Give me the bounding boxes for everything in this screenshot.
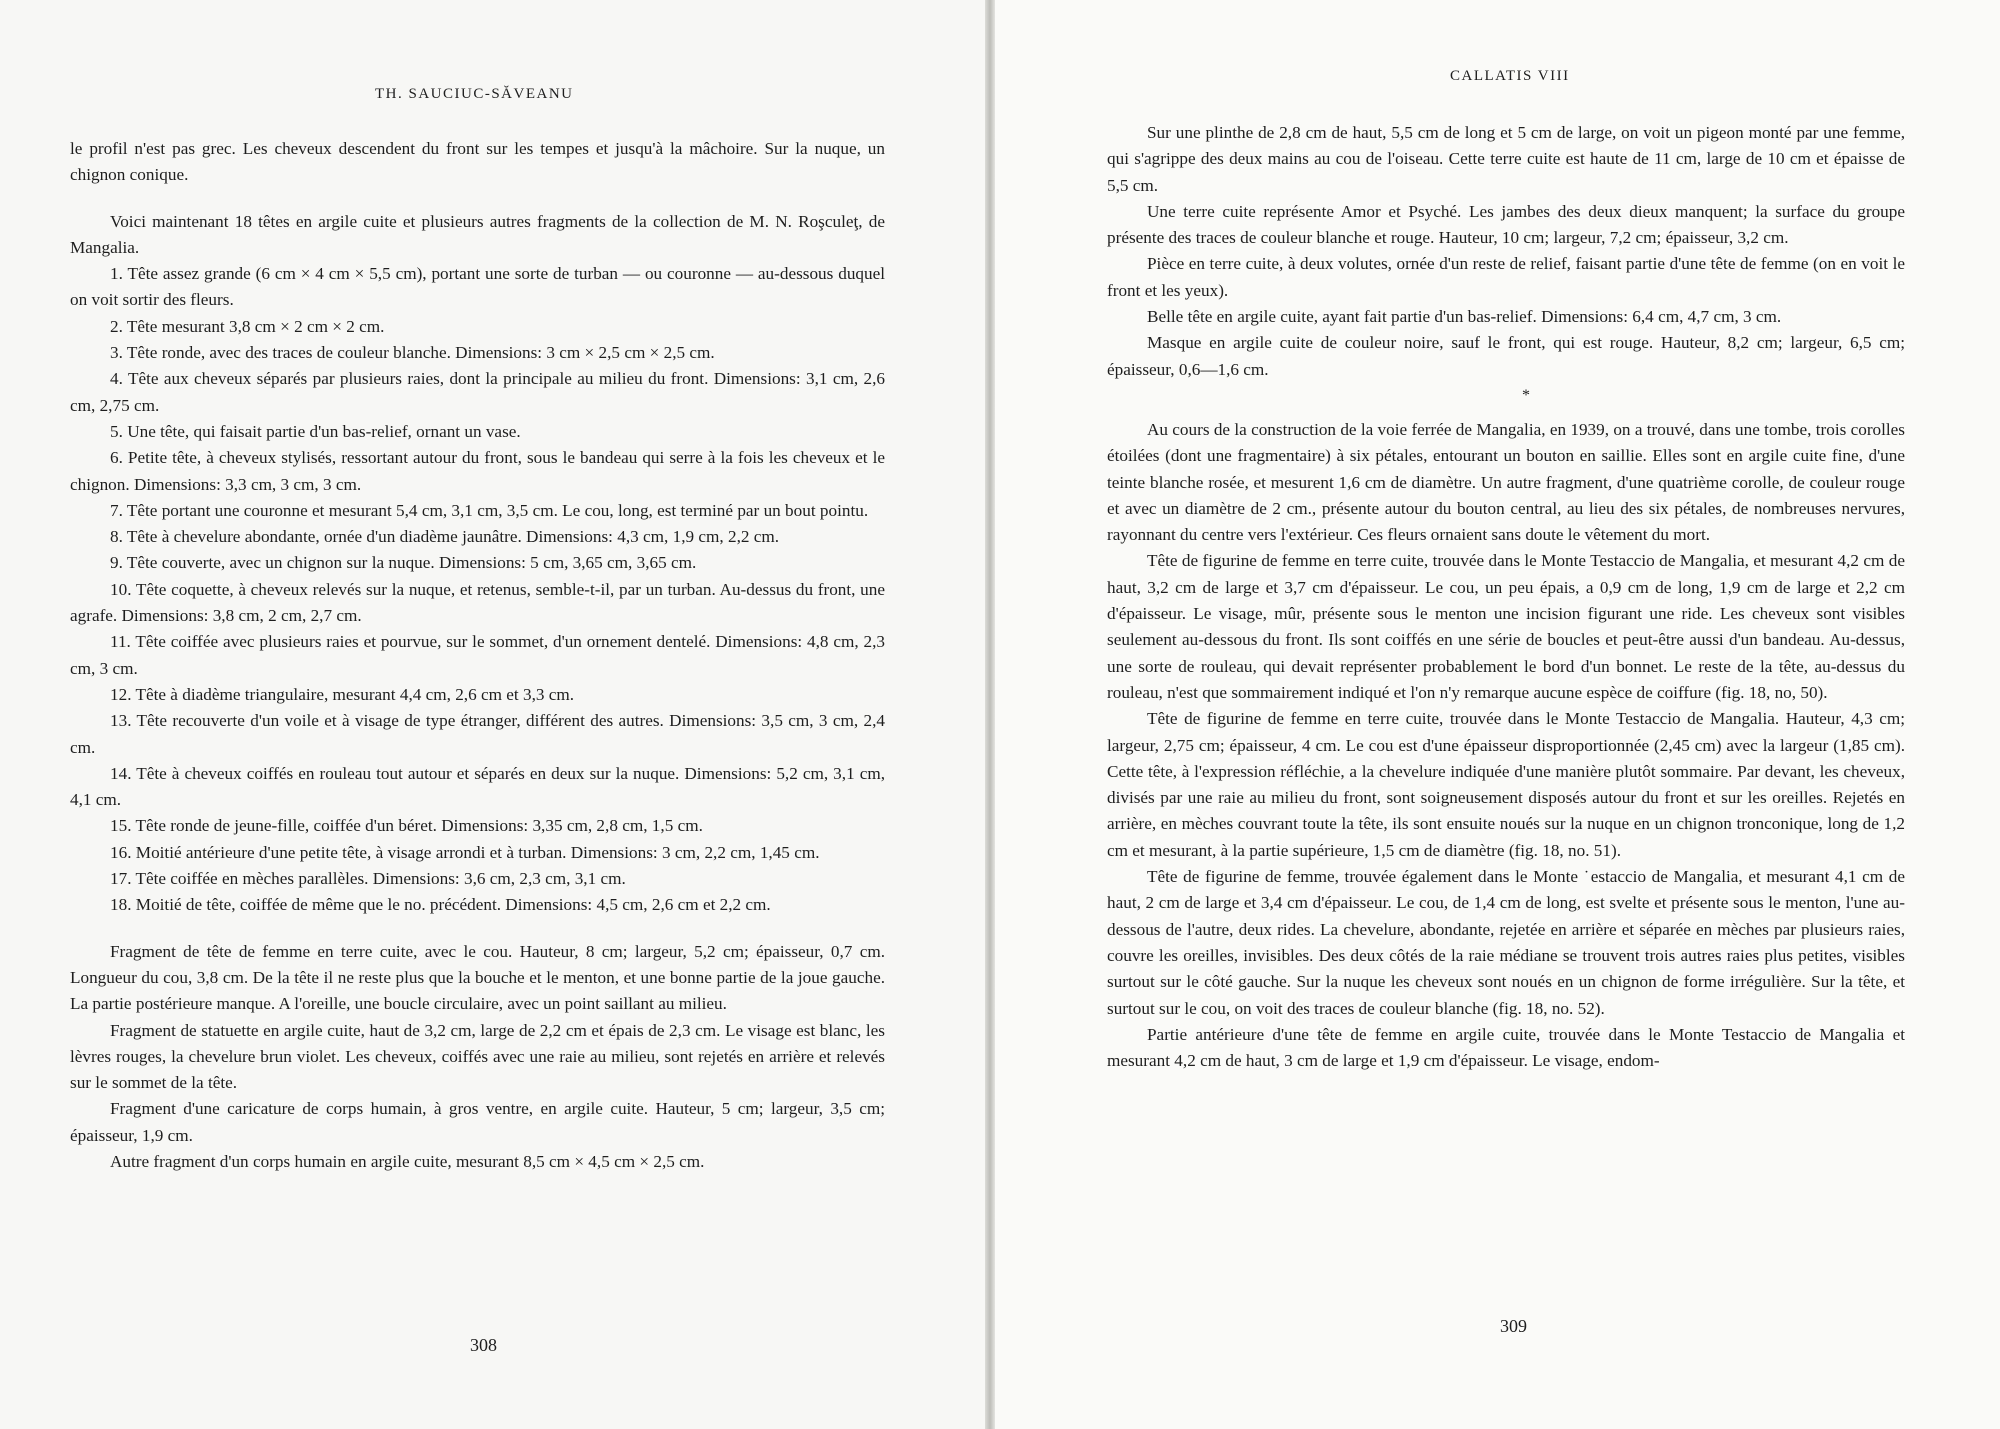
list-item: 8. Tête à chevelure abondante, ornée d'un diadème jaunâtre. Dimensions: 4,3 cm, 1,9 cm, 2,2 cm. (110, 527, 780, 547)
list-item: 3. Tête ronde, avec des traces de couleur blanche. Dimensions: 3 cm × 2,5 cm × 2,5 cm. (110, 343, 715, 363)
paragraph: Fragment de statuette en argile cuite, haut de 3,2 cm, large de 2,2 cm et épais de 2,3 cm. Le visage est blanc, les lèvres rouges, la chevelure brun violet. Les cheveux, coiffés avec une raie au milieu, sont rejetés en arrière et relevés sur le sommet de la tête. (70, 1020, 885, 1093)
list-item: 12. Tête à diadème triangulaire, mesurant 4,4 cm, 2,6 cm et 3,3 cm. (110, 684, 575, 704)
section-separator: * (1522, 386, 1530, 404)
list-item: 16. Moitié antérieure d'une petite tête, à visage arrondi et à turban. Dimensions: 3 cm, 2,2 cm, 1,45 cm. (110, 842, 820, 862)
paragraph: Belle tête en argile cuite, ayant fait partie d'un bas-relief. Dimensions: 6,4 cm, 4,7 cm, 3 cm. (1147, 307, 1782, 327)
running-head-left: TH. SAUCIUC-SĂVEANU (375, 86, 574, 102)
list-item: 18. Moitié de tête, coiffée de même que le no. précédent. Dimensions: 4,5 cm, 2,6 cm et 2,2 cm. (110, 895, 771, 915)
page-number-right: 309 (1500, 1316, 1527, 1336)
paragraph: Tête de figurine de femme en terre cuite, trouvée dans le Monte Testaccio de Mangalia. Hauteur, 4,3 cm; largeur, 2,75 cm; épaisseur, 4 cm. Le cou est d'une épaisseur disproportionnée (2,45 cm) avec la largeur (1,85 cm). Cette tête, à l'expression réfléchie, a la chevelure indiquée d'une manière plutôt sommaire. Par devant, les cheveux, divisés par une raie au milieu du front, sont soigneusement disposés autour du front et sur les oreilles. Rejetés en arrière, en mèches couvrant toute la tête, ils sont ensuite noués sur la nuque en un chignon tronconique, long de 1,2 cm et mesurant, à la partie supérieure, 1,5 cm de diamètre (fig. 18, no. 51). (1107, 709, 1905, 860)
list-item: 10. Tête coquette, à cheveux relevés sur la nuque, et retenus, semble-t-il, par un turban. Au-dessus du front, une agrafe. Dimensions: 3,8 cm, 2 cm, 2,7 cm. (70, 579, 885, 626)
paragraph: Fragment d'une caricature de corps humain, à gros ventre, en argile cuite. Hauteur, 5 cm; largeur, 3,5 cm; épaisseur, 1,9 cm. (70, 1099, 885, 1145)
right-page (995, 0, 2000, 1429)
paragraph: Tête de figurine de femme, trouvée également dans le Monte ˙estaccio de Mangalia, et mesurant 4,1 cm de haut, 2 cm de large et 3,4 cm d'épaisseur. Le cou, de 1,4 cm de long, est svelte et présente sous le menton, l'une au-dessous de l'autre, deux rides. La chevelure, abondante, rejetée en arrière et séparée en mèches par plusieurs raies, couvre les oreilles, invisibles. Des deux côtés de la raie médiane se trouvent trois autres raies plus petites, visibles surtout sur le côté gauche. Sur la nuque les cheveux sont noués en un chignon de forme irrégulière. Sur la tête, et surtout sur le cou, on voit des traces de couleur blanche (fig. 18, no. 52). (1107, 867, 1905, 1018)
right-page-body (1107, 120, 1905, 1074)
paragraph: Voici maintenant 18 têtes en argile cuite et plusieurs autres fragments de la collection de M. N. Roşculeţ, de Mangalia. (70, 211, 885, 257)
list-item: 17. Tête coiffée en mèches parallèles. Dimensions: 3,6 cm, 2,3 cm, 3,1 cm. (110, 869, 626, 889)
list-item: 9. Tête couverte, avec un chignon sur la nuque. Dimensions: 5 cm, 3,65 cm, 3,65 cm. (110, 553, 697, 573)
list-item: 6. Petite tête, à cheveux stylisés, ressortant autour du front, sous le bandeau qui serre à la fois les cheveux et le chignon. Dimensions: 3,3 cm, 3 cm, 3 cm. (70, 448, 885, 494)
left-page (0, 0, 985, 1429)
list-item: 4. Tête aux cheveux séparés par plusieurs raies, dont la principale au milieu du front. Dimensions: 3,1 cm, 2,6 cm, 2,75 cm. (70, 369, 885, 415)
list-item: 2. Tête mesurant 3,8 cm × 2 cm × 2 cm. (110, 316, 385, 336)
page-number-left: 308 (470, 1335, 497, 1355)
paragraph: Sur une plinthe de 2,8 cm de haut, 5,5 cm de long et 5 cm de large, on voit un pigeon monté par une femme, qui s'agrippe des deux mains au cou de l'oiseau. Cette terre cuite est haute de 11 cm, large de 10 cm et épaisse de 5,5 cm. (1107, 123, 1905, 195)
list-item: 7. Tête portant une couronne et mesurant 5,4 cm, 3,1 cm, 3,5 cm. Le cou, long, est terminé par un bout pointu. (110, 500, 869, 520)
paragraph: le profil n'est pas grec. Les cheveux descendent du front sur les tempes et jusqu'à la mâchoire. Sur la nuque, un chignon conique. (70, 139, 885, 185)
paragraph: Tête de figurine de femme en terre cuite, trouvée dans le Monte Testaccio de Mangalia, et mesurant 4,2 cm de haut, 3,2 cm de large et 3,7 cm d'épaisseur. Le cou, un peu épais, a 0,9 cm de long, 1,9 cm de large et 2,2 cm d'épaisseur. Le visage, mûr, présente sous le menton une incision figurant une ride. Les cheveux sont visibles seulement au-dessous du front. Ils sont coiffés en une série de boucles et peut-être aussi d'un bandeau. Au-dessus, une sorte de rouleau, qui devait représenter probablement le bord d'un bonnet. Le reste de la tête, au-dessus du rouleau, n'est que sommairement indiqué et l'on n'y remarque aucune espèce de coiffure (fig. 18, no, 50). (1107, 551, 1905, 702)
paragraph: Partie antérieure d'une tête de femme en argile cuite, trouvée dans le Monte Testaccio de Mangalia et mesurant 4,2 cm de haut, 3 cm de large et 1,9 cm d'épaisseur. Le visage, endom- (1107, 1024, 1905, 1071)
paragraph: Autre fragment d'un corps humain en argile cuite, mesurant 8,5 cm × 4,5 cm × 2,5 cm. (110, 1151, 705, 1171)
list-item: 5. Une tête, qui faisait partie d'un bas-relief, ornant un vase. (110, 421, 521, 441)
paragraph: Pièce en terre cuite, à deux volutes, ornée d'un reste de relief, faisant partie d'une tête de femme (on en voit le front et les yeux). (1107, 254, 1905, 300)
paragraph: Masque en argile cuite de couleur noire, sauf le front, qui est rouge. Hauteur, 8,2 cm; largeur, 6,5 cm; épaisseur, 0,6—1,6 cm. (1107, 333, 1905, 379)
list-item: 1. Tête assez grande (6 cm × 4 cm × 5,5 cm), portant une sorte de turban — ou couronne — au-dessous duquel on voit sortir des fleurs. (70, 264, 885, 310)
paragraph: Au cours de la construction de la voie ferrée de Mangalia, en 1939, on a trouvé, dans une tombe, trois corolles étoilées (dont une fragmentaire) à six pétales, entourant un bouton en saillie. Elles sont en argile cuite fine, d'une teinte blanche rosée, et mesurent 1,6 cm de diamètre. Un autre fragment, d'une quatrième corolle, de couleur rouge et avec un diamètre de 2 cm., présente autour du bouton central, au lieu des six pétales, de nombreuses nervures, rayonnant du centre vers l'extérieur. Ces fleurs ornaient sans doute le vêtement du mort. (1107, 419, 1905, 545)
paragraph: Fragment de tête de femme en terre cuite, avec le cou. Hauteur, 8 cm; largeur, 5,2 cm; épaisseur, 0,7 cm. Longueur du cou, 3,8 cm. De la tête il ne reste plus que la bouche et le menton, et une bonne partie de la joue gauche. La partie postérieure manque. A l'oreille, une boucle circulaire, avec un point saillant au milieu. (70, 941, 885, 1014)
list-item: 14. Tête à cheveux coiffés en rouleau tout autour et séparés en deux sur la nuque. Dimensions: 5,2 cm, 3,1 cm, 4,1 cm. (70, 763, 885, 810)
running-head-right: CALLATIS VIII (1450, 68, 1570, 84)
list-item: 15. Tête ronde de jeune-fille, coiffée d'un béret. Dimensions: 3,35 cm, 2,8 cm, 1,5 cm. (110, 816, 703, 836)
left-page-body (70, 136, 885, 1175)
book-gutter (985, 0, 995, 1429)
list-item: 11. Tête coiffée avec plusieurs raies et pourvue, sur le sommet, d'un ornement dentelé. Dimensions: 4,8 cm, 2,3 cm, 3 cm. (70, 632, 885, 678)
paragraph: Une terre cuite représente Amor et Psyché. Les jambes des deux dieux manquent; la surface du groupe présente des traces de couleur blanche et rouge. Hauteur, 10 cm; largeur, 7,2 cm; épaisseur, 3,2 cm. (1107, 201, 1905, 248)
list-item: 13. Tête recouverte d'un voile et à visage de type étranger, différent des autres. Dimensions: 3,5 cm, 3 cm, 2,4 cm. (70, 711, 885, 757)
